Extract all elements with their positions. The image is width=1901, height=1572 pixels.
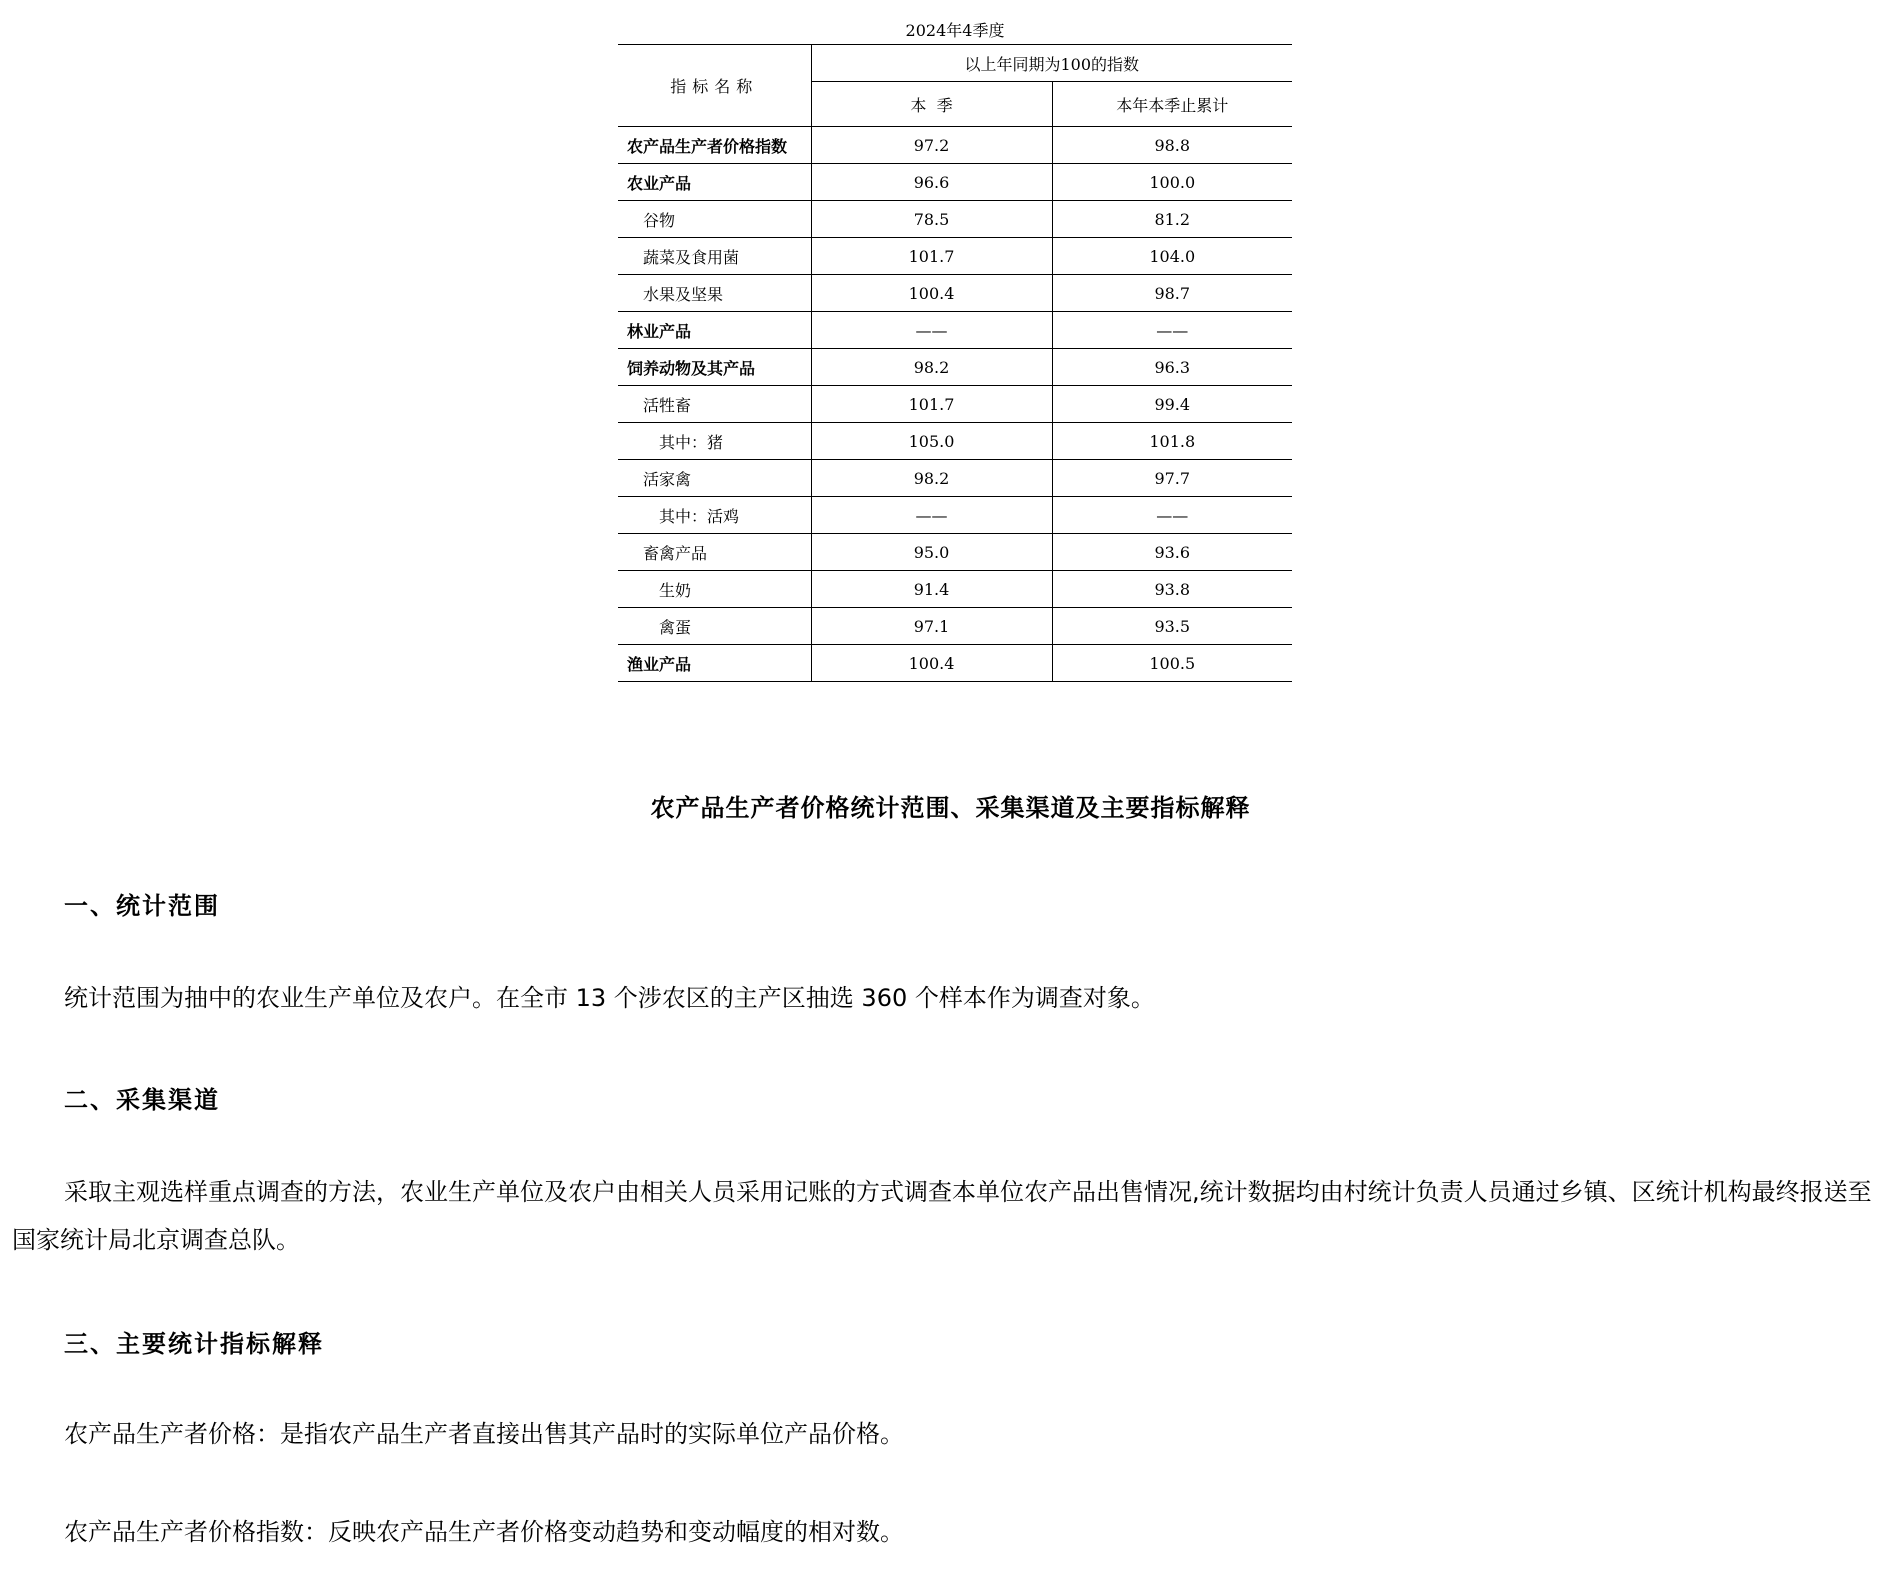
header-index-group: 以上年同期为100的指数	[811, 45, 1292, 82]
row-current-value: 101.7	[811, 386, 1052, 423]
row-cumulative-value: 81.2	[1052, 201, 1292, 238]
row-name: 其中：活鸡	[618, 497, 811, 534]
row-current-value: 100.4	[811, 275, 1052, 312]
row-current-value: 97.1	[811, 608, 1052, 645]
row-current-value: 98.2	[811, 460, 1052, 497]
table-row	[618, 312, 1292, 349]
row-name: 活牲畜	[618, 386, 811, 423]
row-cumulative-value: 104.0	[1052, 238, 1292, 275]
table-row	[618, 571, 1292, 608]
document-title: 农产品生产者价格统计范围、采集渠道及主要指标解释	[650, 794, 1251, 822]
row-current-value: ——	[811, 497, 1052, 534]
row-current-value: 100.4	[811, 645, 1052, 682]
row-current-value: 91.4	[811, 571, 1052, 608]
row-current-value: ——	[811, 312, 1052, 349]
section-heading-scope: 一、统计范围	[64, 892, 220, 920]
table-row	[618, 497, 1292, 534]
table-caption: 2024年4季度	[905, 21, 1005, 40]
row-cumulative-value: ——	[1052, 312, 1292, 349]
row-cumulative-value: 93.5	[1052, 608, 1292, 645]
table-row	[618, 238, 1292, 275]
row-current-value: 96.6	[811, 164, 1052, 201]
row-cumulative-value: 99.4	[1052, 386, 1292, 423]
row-cumulative-value: 101.8	[1052, 423, 1292, 460]
row-current-value: 105.0	[811, 423, 1052, 460]
table-row	[618, 645, 1292, 682]
row-cumulative-value: ——	[1052, 497, 1292, 534]
row-name: 禽蛋	[618, 608, 811, 645]
paragraph-producer-price-index: 农产品生产者价格指数：反映农产品生产者价格变动趋势和变动幅度的相对数。	[64, 1518, 904, 1546]
table-row	[618, 275, 1292, 312]
row-cumulative-value: 98.8	[1052, 127, 1292, 164]
price-index-table-block	[618, 18, 1292, 682]
row-name: 畜禽产品	[618, 534, 811, 571]
row-name: 水果及坚果	[618, 275, 811, 312]
row-name: 谷物	[618, 201, 811, 238]
row-current-value: 78.5	[811, 201, 1052, 238]
row-name: 农业产品	[618, 164, 811, 201]
row-current-value: 95.0	[811, 534, 1052, 571]
row-cumulative-value: 100.0	[1052, 164, 1292, 201]
row-name: 林业产品	[618, 312, 811, 349]
row-name: 其中：猪	[618, 423, 811, 460]
row-cumulative-value: 93.6	[1052, 534, 1292, 571]
row-name: 饲养动物及其产品	[618, 349, 811, 386]
header-indicator-name: 指标名称	[618, 45, 811, 127]
price-index-table	[618, 44, 1292, 682]
section-heading-channel: 二、采集渠道	[64, 1086, 220, 1114]
table-row	[618, 423, 1292, 460]
row-cumulative-value: 96.3	[1052, 349, 1292, 386]
row-cumulative-value: 97.7	[1052, 460, 1292, 497]
paragraph-channel: 采取主观选样重点调查的方法，农业生产单位及农户由相关人员采用记账的方式调查本单位农产品出售情况,统计数据均由村统计负责人员通过乡镇、区统计机构最终报送至国家统计局北京调查总队。	[12, 1178, 1872, 1254]
row-current-value: 98.2	[811, 349, 1052, 386]
row-name: 农产品生产者价格指数	[618, 127, 811, 164]
table-row	[618, 127, 1292, 164]
paragraph-producer-price: 农产品生产者价格：是指农产品生产者直接出售其产品时的实际单位产品价格。	[64, 1420, 904, 1448]
row-cumulative-value: 100.5	[1052, 645, 1292, 682]
paragraph-scope: 统计范围为抽中的农业生产单位及农户。在全市 13 个涉农区的主产区抽选 360 个样本作为调查对象。	[64, 984, 1155, 1012]
table-row	[618, 460, 1292, 497]
row-name: 蔬菜及食用菌	[618, 238, 811, 275]
table-row	[618, 164, 1292, 201]
row-current-value: 97.2	[811, 127, 1052, 164]
table-row	[618, 386, 1292, 423]
table-row	[618, 349, 1292, 386]
header-cumulative: 本年本季止累计	[1052, 82, 1292, 127]
row-name: 生奶	[618, 571, 811, 608]
row-cumulative-value: 93.8	[1052, 571, 1292, 608]
table-row	[618, 534, 1292, 571]
row-name: 活家禽	[618, 460, 811, 497]
section-heading-indicators: 三、主要统计指标解释	[64, 1330, 324, 1358]
table-row	[618, 608, 1292, 645]
row-name: 渔业产品	[618, 645, 811, 682]
row-cumulative-value: 98.7	[1052, 275, 1292, 312]
table-row	[618, 201, 1292, 238]
header-current-quarter: 本 季	[811, 82, 1052, 127]
row-current-value: 101.7	[811, 238, 1052, 275]
